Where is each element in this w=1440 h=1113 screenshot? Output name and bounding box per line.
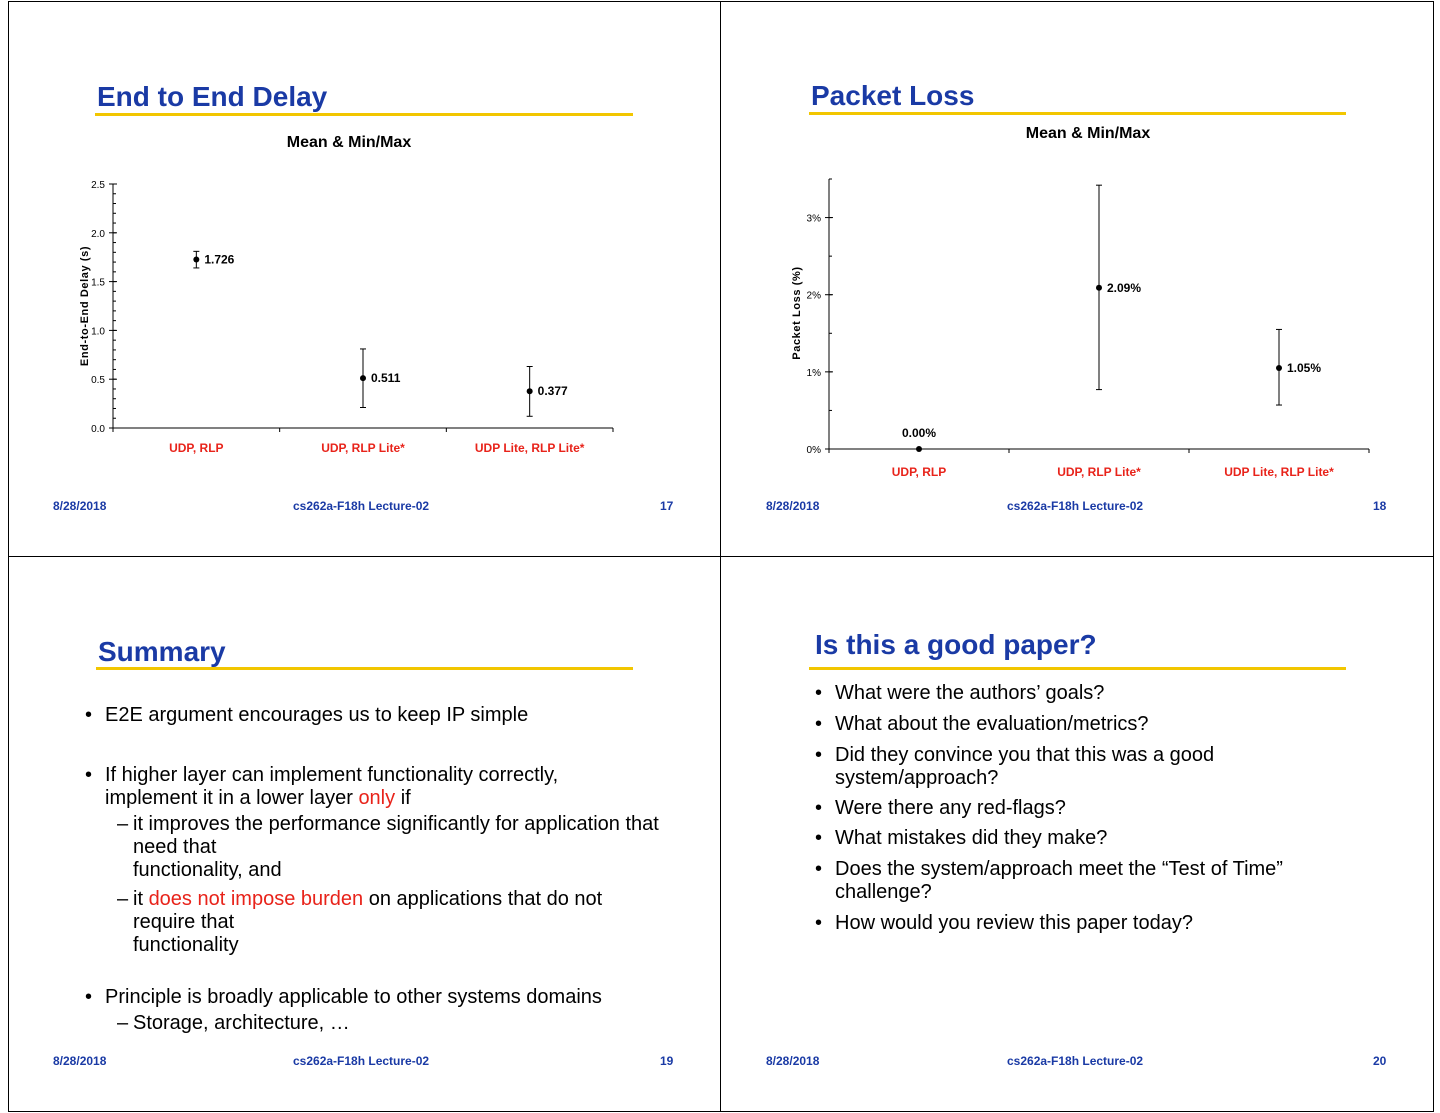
y-tick-label: 0%	[806, 445, 821, 456]
footer-date: 8/28/2018	[53, 499, 107, 513]
bullet-item: • If higher layer can implement functionality correctly, implement it in a lower layer only if	[85, 764, 559, 809]
sub-bullet-text: functionality, and	[133, 859, 282, 881]
bullet-item: • What about the evaluation/metrics?	[815, 713, 1149, 735]
mean-point	[527, 388, 533, 394]
chart-title: Mean & Min/Max	[286, 134, 412, 151]
bullet-item: • What were the authors’ goals?	[815, 682, 1105, 704]
bullet-item: • How would you review this paper today?	[815, 912, 1193, 934]
mean-point	[1096, 285, 1102, 291]
footer-course: cs262a-F18h Lecture-02	[1007, 499, 1144, 513]
footer-date: 8/28/2018	[766, 1054, 820, 1068]
mean-point	[1276, 365, 1282, 371]
bullet-item: • Does the system/approach meet the “Test of Time” challenge?	[815, 858, 1283, 903]
y-tick-label: 0.5	[91, 375, 105, 387]
bullet-item: • What mistakes did they make?	[815, 827, 1108, 849]
y-tick-label: 2%	[806, 290, 821, 302]
page-divider-horizontal	[8, 556, 1434, 557]
page-border-bottom	[8, 1111, 1434, 1112]
y-tick-label: 3%	[806, 213, 821, 225]
data-label: 2.09%	[1107, 280, 1142, 295]
sub-bullet-text: it improves the performance significantly for application that need that	[133, 813, 659, 858]
footer-page-number: 17	[660, 499, 674, 513]
sub-bullet-text: on applications that do not require that	[133, 888, 603, 933]
delay-chart	[0, 0, 720, 480]
x-category-label: UDP, RLP Lite*	[1057, 465, 1141, 479]
data-label: 0.511	[371, 371, 401, 386]
bullet-text: Does the system/approach meet the “Test of Time”	[835, 858, 1283, 880]
sub-bullet-text: it	[133, 888, 149, 910]
bullet-text: What were the authors’ goals?	[835, 682, 1105, 704]
footer-course: cs262a-F18h Lecture-02	[293, 499, 430, 513]
mean-point	[916, 446, 922, 452]
sub-bullet-item: – it improves the performance significantly for application that need that functionality, and	[117, 813, 659, 881]
y-tick-label: 1.5	[91, 277, 105, 289]
bullet-text: How would you review this paper today?	[835, 912, 1193, 934]
sub-bullet-text: Storage, architecture, …	[133, 1012, 350, 1034]
mean-point	[193, 257, 199, 263]
bullet-text: implement it in a lower layer	[105, 787, 359, 809]
x-category-label: UDP, RLP	[891, 465, 947, 479]
y-tick-label: 1.0	[91, 326, 105, 338]
packet-loss-chart	[720, 0, 1440, 480]
data-label: 0.00%	[901, 426, 937, 440]
y-tick-label: 2.0	[91, 228, 105, 240]
bullet-text: What mistakes did they make?	[835, 827, 1108, 849]
y-axis-label: Packet Loss (%)	[791, 266, 803, 360]
footer-course: cs262a-F18h Lecture-02	[1007, 1054, 1144, 1068]
bullet-text: Principle is broadly applicable to other systems domains	[105, 986, 602, 1008]
highlight-text: only	[358, 787, 396, 809]
data-label: 1.05%	[1287, 361, 1322, 375]
y-tick-label: 2.5	[91, 180, 105, 191]
bullet-text: if	[395, 787, 411, 809]
bullet-text: If higher layer can implement functionality correctly,	[105, 764, 559, 786]
bullet-text: Did they convince you that this was a good	[835, 744, 1215, 766]
sub-bullet-item: – Storage, architecture, …	[117, 1012, 350, 1034]
summary-bullet-list	[85, 704, 665, 1035]
bullet-text: E2E argument encourages us to keep IP simple	[105, 704, 529, 726]
title-underline	[96, 667, 633, 670]
sub-bullet-text: functionality	[133, 934, 239, 956]
mean-point	[360, 375, 366, 381]
footer-date: 8/28/2018	[53, 1054, 107, 1068]
bullet-item: • Principle is broadly applicable to other systems domains	[85, 986, 602, 1008]
highlight-text: does not impose burden	[148, 888, 364, 910]
bullet-text: Were there any red-flags?	[835, 797, 1066, 819]
slide-title: End to End Delay	[97, 81, 328, 112]
data-label: 0.377	[537, 384, 568, 399]
title-underline	[809, 667, 1346, 670]
bullet-text: challenge?	[835, 881, 932, 903]
bullet-item: • Did they convince you that this was a good system/approach?	[815, 744, 1215, 789]
y-tick-label: 1%	[806, 367, 821, 379]
footer-page-number: 19	[660, 1054, 674, 1068]
bullet-item: • Were there any red-flags?	[815, 797, 1066, 819]
x-category-label: UDP Lite, RLP Lite*	[474, 441, 585, 455]
review-question-list	[815, 682, 1355, 935]
y-tick-label: 0.0	[91, 424, 105, 435]
footer-page-number: 18	[1373, 499, 1387, 513]
bullet-text: system/approach?	[835, 767, 999, 789]
footer-date: 8/28/2018	[766, 499, 820, 513]
bullet-text: What about the evaluation/metrics?	[835, 713, 1149, 735]
x-category-label: UDP Lite, RLP Lite*	[1224, 465, 1334, 479]
chart-title: Mean & Min/Max	[1025, 125, 1151, 142]
slide-title: Summary	[98, 636, 226, 667]
slide-title: Is this a good paper?	[815, 629, 1097, 660]
x-category-label: UDP, RLP	[169, 441, 224, 455]
x-category-label: UDP, RLP Lite*	[321, 441, 405, 455]
slide-title: Packet Loss	[811, 80, 975, 111]
footer-page-number: 20	[1373, 1054, 1387, 1068]
data-label: 1.726	[204, 252, 235, 267]
bullet-item: • E2E argument encourages us to keep IP simple	[85, 704, 529, 726]
y-axis-label: End-to-End Delay (s)	[79, 245, 91, 367]
footer-course: cs262a-F18h Lecture-02	[293, 1054, 430, 1068]
sub-bullet-item: – it does not impose burden on applications that do not require that functionality	[117, 888, 603, 956]
